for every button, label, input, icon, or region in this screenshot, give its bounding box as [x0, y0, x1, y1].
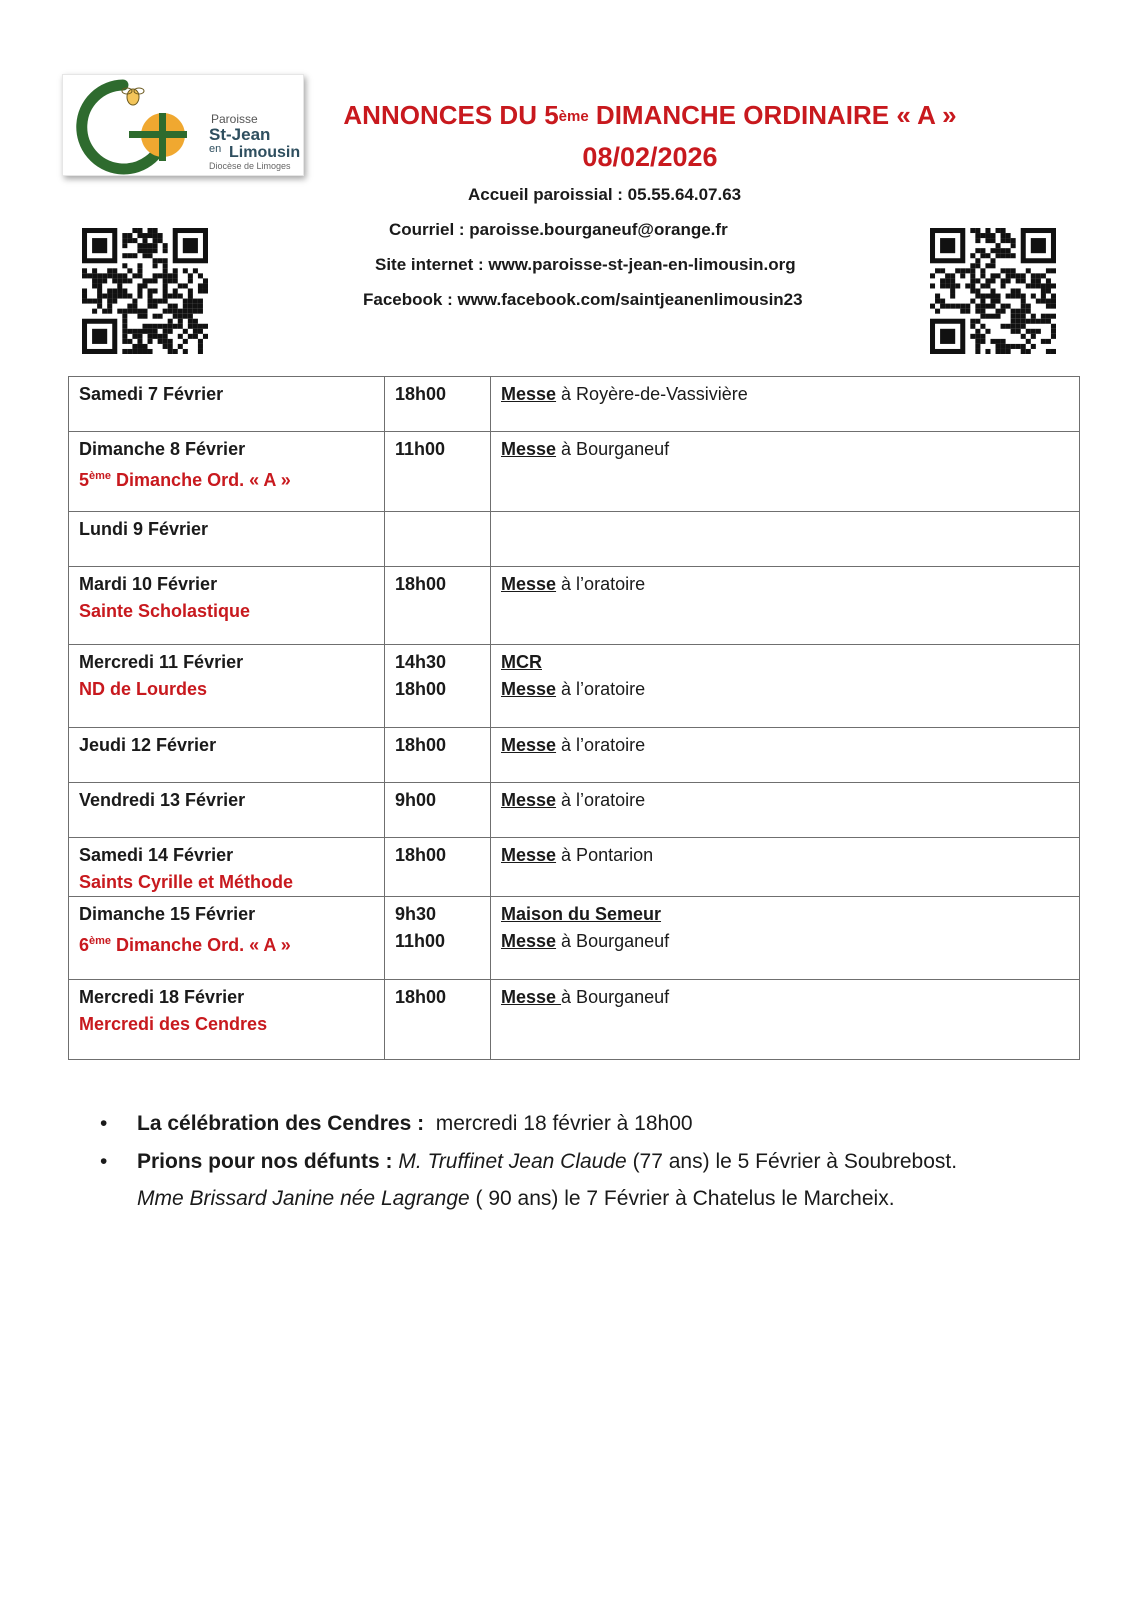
event-type: Messe	[501, 987, 562, 1007]
schedule-row	[69, 377, 1080, 432]
defunt-2-name: Mme Brissard Janine née Lagrange	[137, 1187, 470, 1210]
note-cendres-text: mercredi 18 février à 18h00	[424, 1112, 693, 1135]
feast-number: 5	[79, 470, 90, 490]
qr-code-left-icon[interactable]	[82, 228, 208, 354]
time-label: 18h00	[395, 679, 447, 699]
time-label: 18h00	[395, 574, 447, 594]
qr-code-right-icon[interactable]	[930, 228, 1056, 354]
event-line	[501, 901, 1069, 928]
event-location: à Pontarion	[556, 845, 654, 865]
event-cell	[491, 512, 1080, 567]
event-type: Messe	[501, 384, 557, 404]
feast-text: Dimanche Ord. « A »	[111, 470, 291, 490]
time-cell	[385, 980, 491, 1060]
event-location: à Bourganeuf	[556, 439, 670, 459]
schedule-row	[69, 728, 1080, 783]
day-cell	[69, 838, 385, 897]
title-suffix: DIMANCHE ORDINAIRE « A »	[588, 100, 957, 130]
event-type: MCR	[501, 652, 542, 672]
event-location: à Bourganeuf	[556, 931, 670, 951]
day-cell	[69, 728, 385, 783]
event-line	[501, 436, 1069, 463]
schedule-row	[69, 897, 1080, 980]
courriel-email[interactable]: Courriel : paroisse.bourganeuf@orange.fr	[389, 220, 728, 239]
time-label: 18h00	[395, 987, 447, 1007]
schedule-row	[69, 645, 1080, 728]
event-line	[501, 842, 1069, 869]
time-cell	[385, 897, 491, 980]
event-line	[501, 984, 1069, 1011]
event-cell	[491, 838, 1080, 897]
feast-text: Dimanche Ord. « A »	[111, 935, 291, 955]
schedule-body	[69, 377, 1080, 1060]
event-line	[501, 928, 1069, 955]
feast-label: ND de Lourdes	[79, 679, 208, 699]
event-type: Messe	[501, 439, 557, 459]
event-type: Messe	[501, 790, 557, 810]
time-cell	[385, 728, 491, 783]
time-label: 9h00	[395, 790, 437, 810]
event-cell	[491, 783, 1080, 838]
day-cell	[69, 980, 385, 1060]
event-location: à l’oratoire	[556, 574, 646, 594]
event-type: Messe	[501, 735, 557, 755]
event-line	[501, 381, 1069, 408]
event-location: à Bourganeuf	[561, 987, 670, 1007]
schedule-row	[69, 838, 1080, 897]
day-cell	[69, 377, 385, 432]
time-label: 14h30	[395, 652, 447, 672]
time-label: 9h30	[395, 904, 437, 924]
time-label: 18h00	[395, 384, 447, 404]
event-line	[501, 787, 1069, 814]
time-label: 18h00	[395, 735, 447, 755]
defunt-1-name: M. Truffinet Jean Claude	[392, 1150, 627, 1173]
accueil-phone: Accueil paroissial : 05.55.64.07.63	[468, 185, 742, 204]
feast-superscript: ème	[89, 935, 112, 947]
page-date: 08/02/2026	[582, 142, 718, 172]
note-defunts	[100, 1143, 1060, 1181]
time-cell	[385, 432, 491, 512]
event-type: Messe	[501, 931, 557, 951]
logo-line-st-jean: St-Jean	[209, 125, 271, 144]
time-cell	[385, 377, 491, 432]
day-label: Mercredi 11 Février	[79, 652, 244, 672]
day-label: Samedi 7 Février	[79, 384, 224, 404]
feast-number: 6	[79, 935, 90, 955]
feast-label: Sainte Scholastique	[79, 601, 251, 621]
time-cell	[385, 645, 491, 728]
day-label: Dimanche 15 Février	[79, 904, 256, 924]
event-cell	[491, 567, 1080, 645]
defunt-1-details: (77 ans) le 5 Février à Soubrebost.	[626, 1150, 958, 1173]
parish-logo	[62, 74, 304, 176]
logo-line-paroisse: Paroisse	[211, 112, 258, 126]
event-type: Maison du Semeur	[501, 904, 662, 924]
note-cendres-label: La célébration des Cendres :	[137, 1112, 425, 1135]
day-cell	[69, 645, 385, 728]
day-label: Mardi 10 Février	[79, 574, 218, 594]
defunt-2-details: ( 90 ans) le 7 Février à Chatelus le Marcheix.	[469, 1187, 895, 1210]
event-line	[501, 649, 1069, 676]
event-cell	[491, 645, 1080, 728]
event-type: Messe	[501, 679, 557, 699]
logo-line-en: en	[209, 143, 222, 155]
facebook-link[interactable]: Facebook : www.facebook.com/saintjeanenlimousin23	[363, 290, 803, 309]
schedule-row	[69, 512, 1080, 567]
event-type: Messe	[501, 845, 557, 865]
time-label: 11h00	[395, 931, 446, 951]
day-label: Mercredi 18 Février	[79, 987, 245, 1007]
day-cell	[69, 512, 385, 567]
event-location: à l’oratoire	[556, 679, 646, 699]
event-line	[501, 732, 1069, 759]
announcements-list	[100, 1105, 1060, 1217]
day-cell	[69, 567, 385, 645]
note-defunts-label: Prions pour nos défunts :	[137, 1150, 393, 1173]
event-location: à l’oratoire	[556, 735, 646, 755]
site-internet-link[interactable]: Site internet : www.paroisse-st-jean-en-limousin.org	[375, 255, 796, 274]
day-label: Samedi 14 Février	[79, 845, 234, 865]
event-line	[501, 676, 1069, 703]
logo-line-diocese: Diocèse de Limoges	[209, 161, 291, 171]
schedule-table	[68, 376, 1080, 1060]
title-superscript: ème	[558, 108, 589, 125]
page-title	[330, 100, 970, 131]
event-cell	[491, 432, 1080, 512]
day-label: Jeudi 12 Février	[79, 735, 217, 755]
event-cell	[491, 377, 1080, 432]
schedule-row	[69, 980, 1080, 1060]
time-cell	[385, 567, 491, 645]
event-line	[501, 571, 1069, 598]
event-location: à Royère-de-Vassivière	[556, 384, 748, 404]
event-location: à l’oratoire	[556, 790, 646, 810]
day-cell	[69, 897, 385, 980]
event-cell	[491, 728, 1080, 783]
time-cell	[385, 783, 491, 838]
time-cell	[385, 838, 491, 897]
day-label: Vendredi 13 Février	[79, 790, 246, 810]
schedule-row	[69, 432, 1080, 512]
feast-label	[79, 928, 374, 959]
note-cendres	[100, 1105, 1060, 1143]
schedule-row	[69, 567, 1080, 645]
event-type: Messe	[501, 574, 557, 594]
feast-label	[79, 463, 374, 494]
day-label: Dimanche 8 Février	[79, 439, 246, 459]
feast-superscript: ème	[89, 470, 112, 482]
event-cell	[491, 980, 1080, 1060]
day-cell	[69, 432, 385, 512]
logo-line-limousin: Limousin	[229, 144, 301, 161]
schedule-row	[69, 783, 1080, 838]
feast-label: Mercredi des Cendres	[79, 1014, 268, 1034]
feast-label: Saints Cyrille et Méthode	[79, 872, 294, 892]
event-cell	[491, 897, 1080, 980]
note-defunts-continued	[100, 1181, 1060, 1217]
time-label: 18h00	[395, 845, 447, 865]
time-cell	[385, 512, 491, 567]
title-prefix: ANNONCES DU 5	[343, 100, 559, 130]
day-cell	[69, 783, 385, 838]
time-label: 11h00	[395, 439, 446, 459]
day-label: Lundi 9 Février	[79, 519, 209, 539]
